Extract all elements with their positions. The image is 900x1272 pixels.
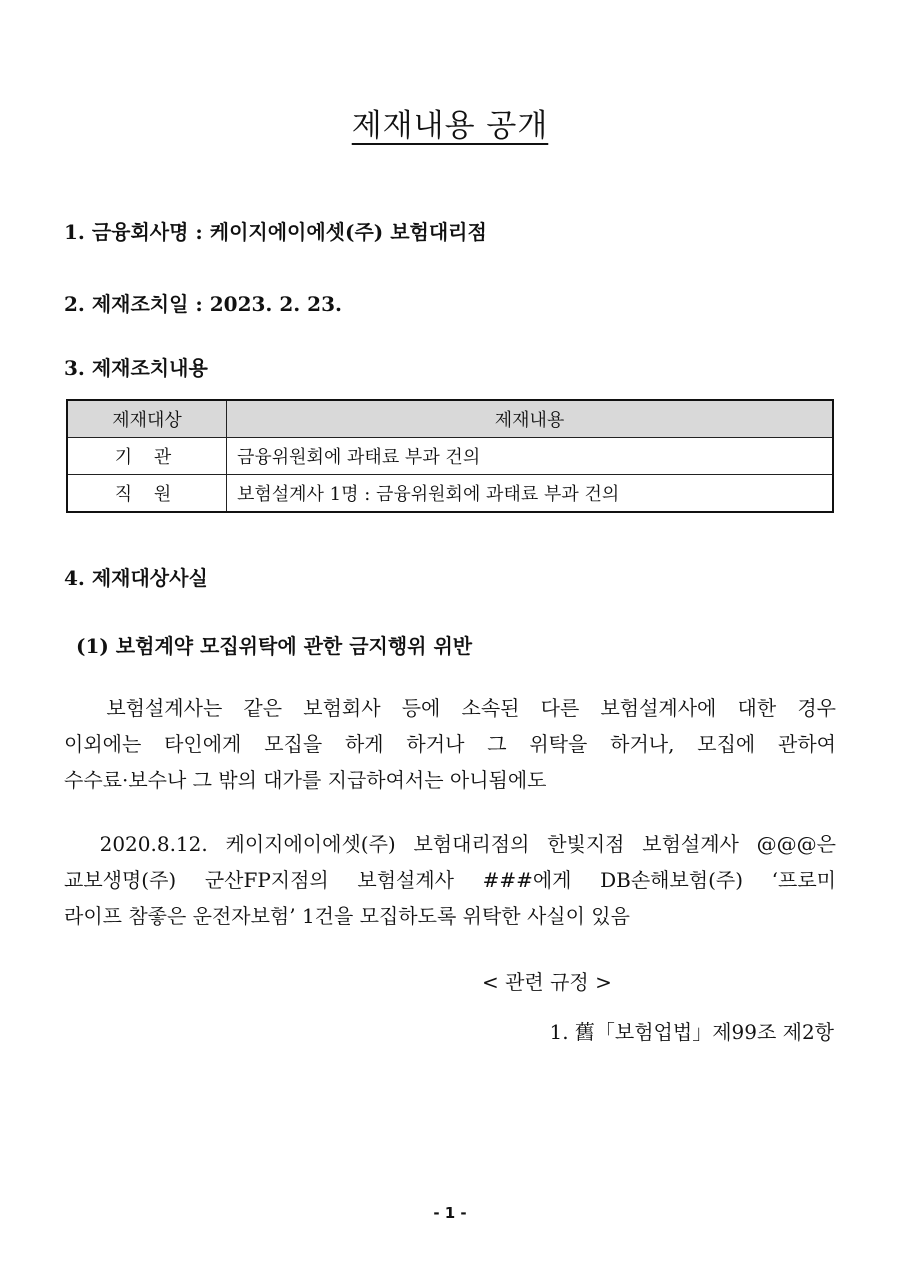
paragraph-line: 교보생명(주) 군산FP지점의 보험설계사 ###에게 DB손해보험(주) ‘프로미 bbox=[64, 868, 836, 892]
table-row bbox=[67, 475, 833, 513]
related-regulation-item: 1. 舊「보험업법」제99조 제2항 bbox=[549, 1020, 834, 1044]
section-sanction-date: 2. 제재조치일 : 2023. 2. 23. bbox=[64, 292, 342, 316]
paragraph-fact bbox=[64, 826, 836, 934]
paragraph-line: 2020.8.12. 케이지에이에셋(주) 보험대리점의 한빛지점 보험설계사 @@@은 bbox=[64, 832, 836, 856]
paragraph-line: 보험설계사는 같은 보험회사 등에 소속된 다른 보험설계사에 대한 경우 bbox=[64, 696, 836, 720]
paragraph-line: 이외에는 타인에게 모집을 하게 하거나 그 위탁을 하거나, 모집에 관하여 bbox=[64, 732, 836, 756]
row-content: 금융위원회에 과태료 부과 건의 bbox=[227, 438, 834, 475]
table-row bbox=[67, 438, 833, 475]
paragraph-line: 라이프 참좋은 운전자보험’ 1건을 모집하도록 위탁한 사실이 있음 bbox=[64, 904, 630, 928]
row-target: 직 원 bbox=[67, 475, 227, 513]
header-content: 제재내용 bbox=[227, 400, 834, 438]
paragraph-line: 수수료·보수나 그 밖의 대가를 지급하여서는 아니됨에도 bbox=[64, 768, 547, 792]
sanction-table bbox=[66, 399, 834, 513]
header-target: 제재대상 bbox=[67, 400, 227, 438]
paragraph-rule bbox=[64, 690, 836, 798]
table-header-row bbox=[67, 400, 833, 438]
section-sanction-content: 3. 제재조치내용 bbox=[64, 356, 208, 380]
row-target: 기 관 bbox=[67, 438, 227, 475]
section-company-name: 1. 금융회사명 : 케이지에이에셋(주) 보험대리점 bbox=[64, 220, 487, 244]
row-content: 보험설계사 1명 : 금융위원회에 과태료 부과 건의 bbox=[227, 475, 834, 513]
page-number: - 1 - bbox=[433, 1204, 467, 1222]
section-facts: 4. 제재대상사실 bbox=[64, 566, 208, 590]
document-title bbox=[0, 100, 900, 145]
subsection-violation: (1) 보험계약 모집위탁에 관한 금지행위 위반 bbox=[76, 634, 473, 658]
document-title-text: 제재내용 공개 bbox=[351, 108, 549, 144]
related-regulation-title: < 관련 규정 > bbox=[482, 970, 612, 994]
